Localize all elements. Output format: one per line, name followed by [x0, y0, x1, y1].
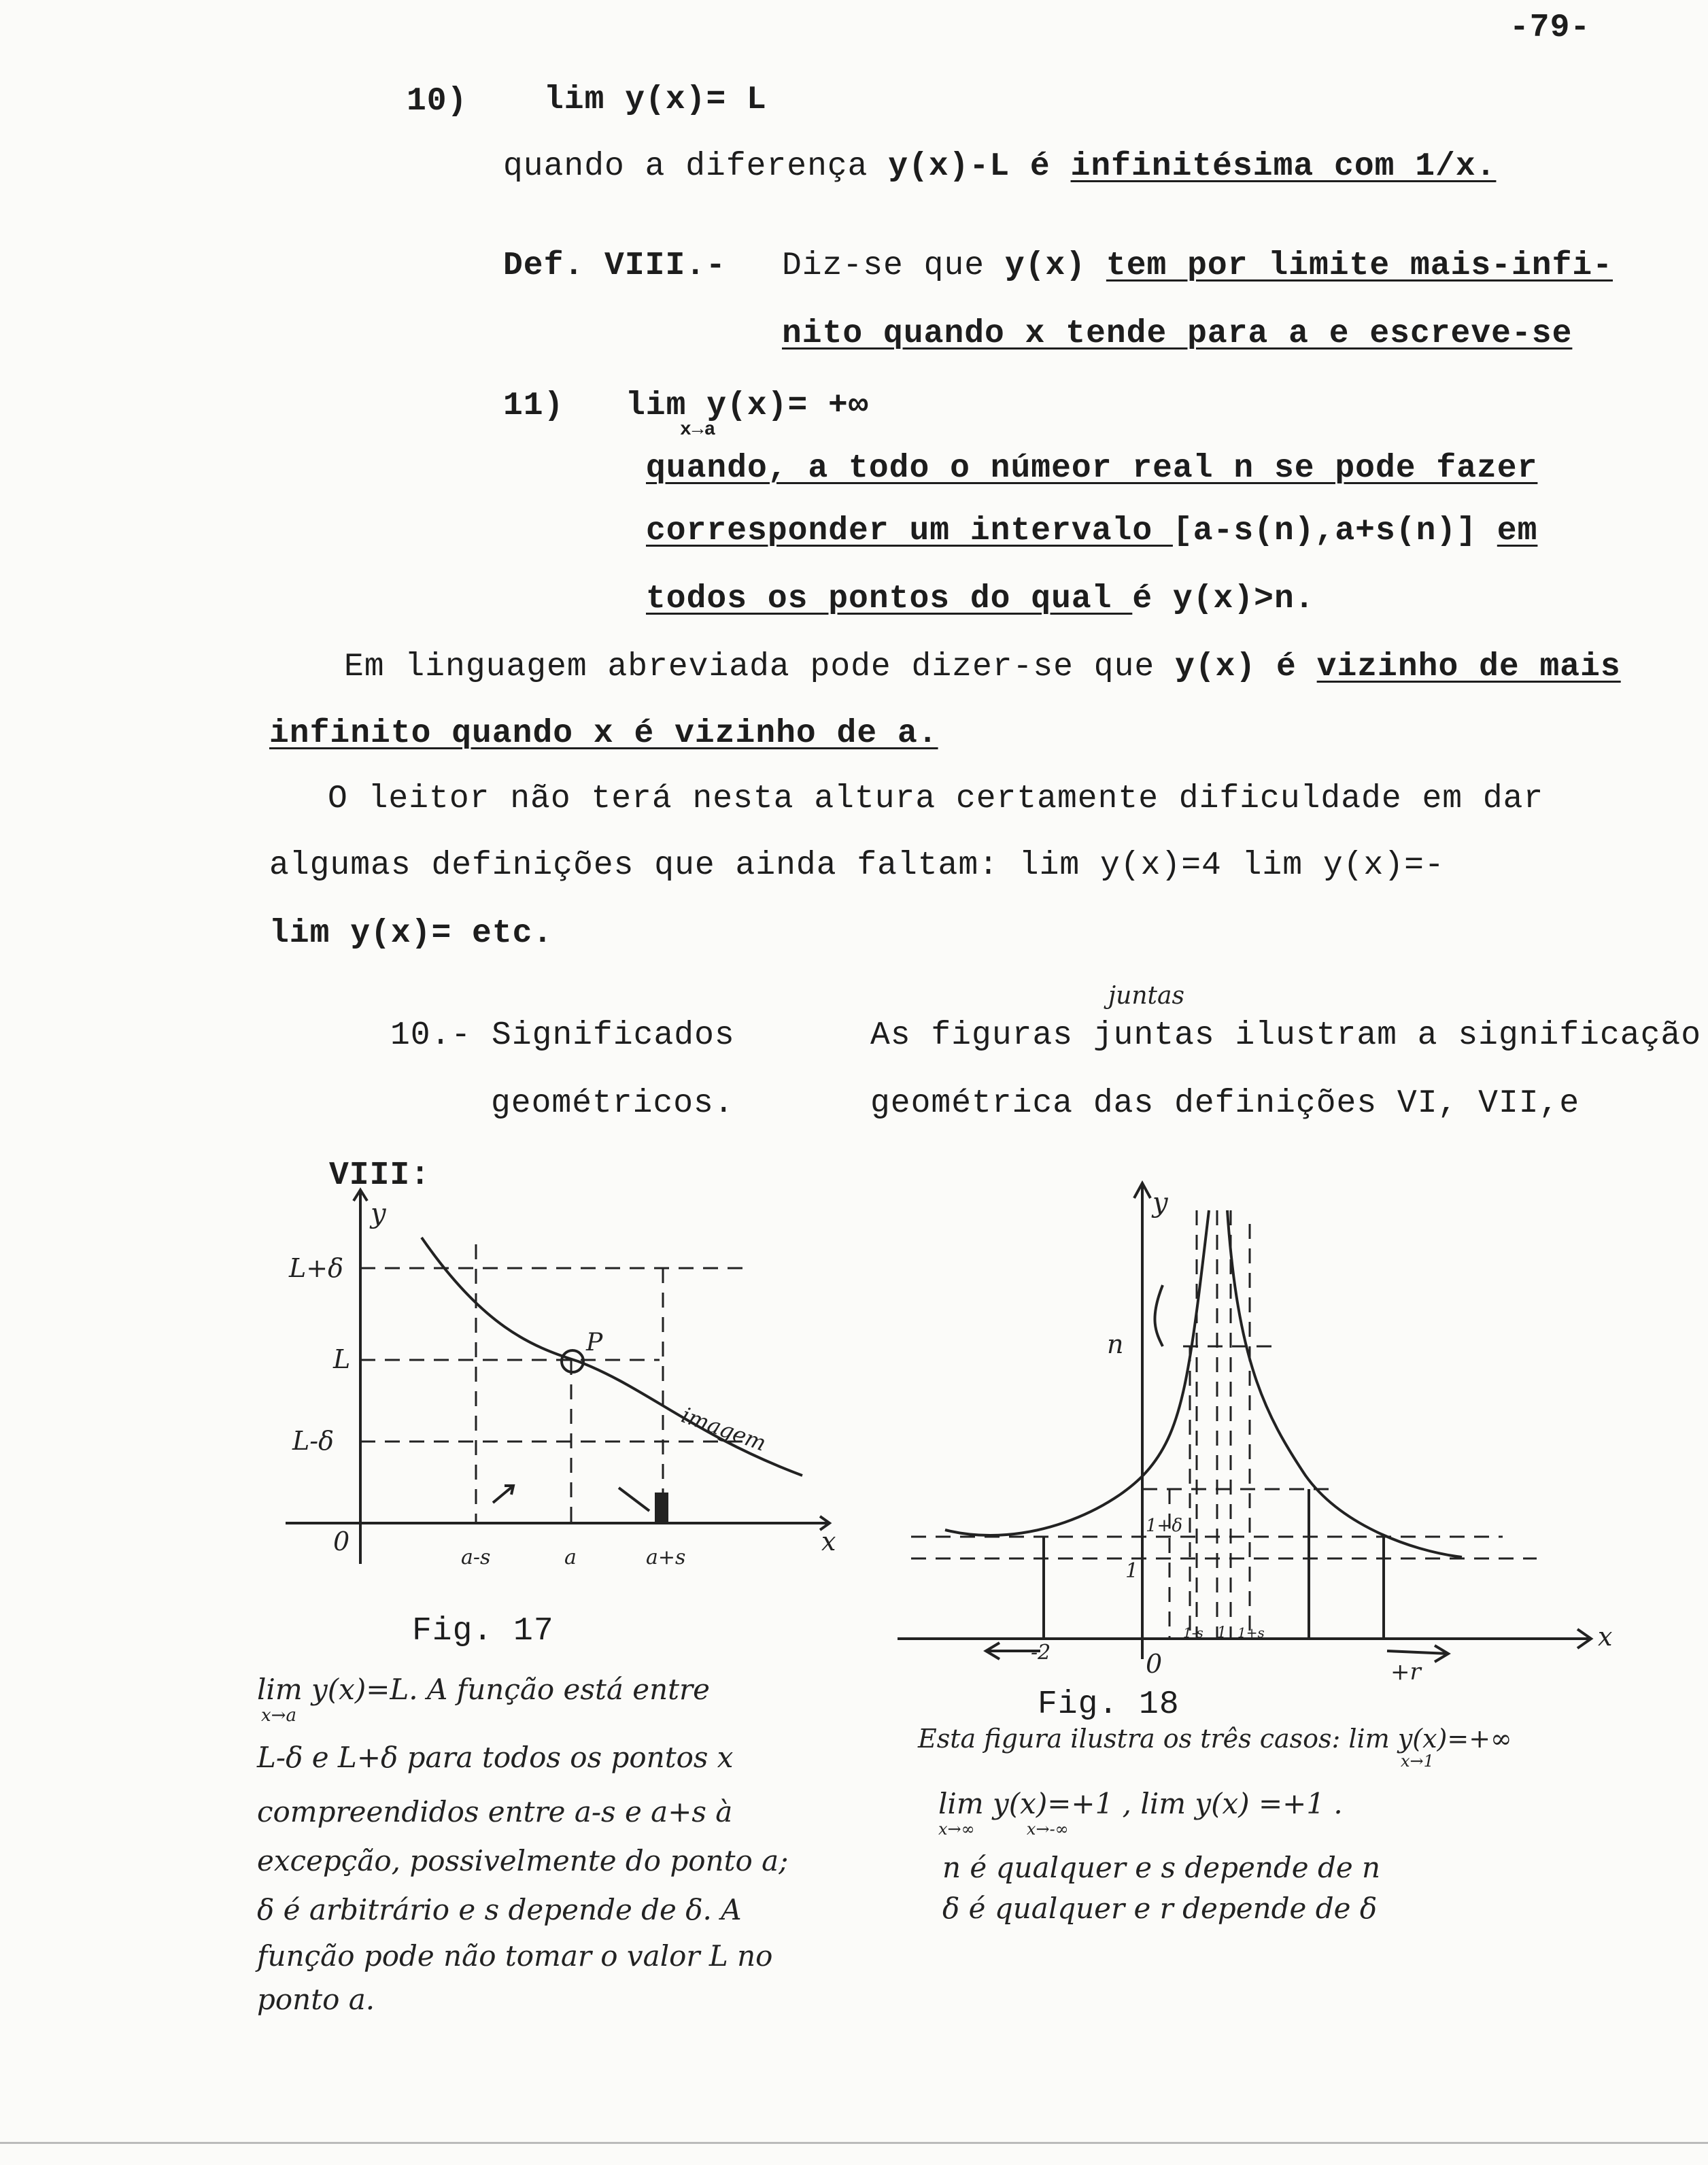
fig18-note-line2: lim y(x)=+1 , lim y(x) =+1 . — [938, 1787, 1343, 1820]
item10-formula: lim y(x)= L — [544, 82, 767, 118]
fig18-tick-1-plus-s: 1+s — [1237, 1624, 1265, 1641]
paragraph1-line2: infinito quando x é vizinho de a. — [269, 715, 938, 752]
fig18-level-n-label: n — [1107, 1329, 1124, 1359]
paragraph1-line1-b: y(x) é — [1175, 649, 1317, 685]
fig18-graph — [891, 1170, 1659, 1693]
paragraph1-line1-c: vizinho de mais — [1316, 649, 1621, 685]
fig18-note-line3: n é qualquer e s depende de n — [942, 1851, 1381, 1884]
fig18-note-line1: Esta figura ilustra os três casos: lim y(x)=+∞ — [918, 1724, 1512, 1754]
item11-line1: quando, a todo o númeor real n se pode fazer — [646, 450, 1538, 487]
item11-line2-c: em — [1497, 513, 1538, 549]
fig17-note-subscript: x→a — [261, 1705, 296, 1726]
def8-label: Def. VIII.- — [503, 248, 726, 284]
fig18-level-1d-label: 1+δ — [1146, 1516, 1182, 1536]
fig17-y-label: y — [371, 1198, 386, 1229]
fig18-curve-left — [945, 1210, 1209, 1535]
item11-line2-b: [a-s(n),a+s(n)] — [1172, 513, 1497, 549]
fig17-arrow-left — [493, 1486, 513, 1503]
fig17-caption: Fig. 17 — [412, 1613, 554, 1650]
fig17-tick-a: a — [564, 1546, 577, 1569]
item11-label: 11) — [503, 388, 564, 424]
fig17-note-line2: L-δ e L+δ para todos os pontos x — [257, 1741, 734, 1774]
fig18-curve-right — [1227, 1210, 1462, 1557]
fig17-note-line6: função pode não tomar o valor L no — [257, 1939, 773, 1973]
paragraph1-line1 — [344, 647, 1621, 687]
def8-line1-b: y(x) — [1004, 248, 1106, 284]
item11-subscript: x→a — [680, 420, 717, 441]
fig18-tick-minus2: -2 — [1031, 1641, 1051, 1665]
section10-title-line1: 10.- Significados — [390, 1017, 735, 1054]
fig17-tick-a-minus-s: a-s — [461, 1546, 491, 1569]
def8-line1 — [782, 246, 1613, 286]
fig17-heading: VIII: — [329, 1157, 431, 1194]
fig17-origin: 0 — [333, 1527, 350, 1556]
fig18-note-subscript2: x→∞ x→-∞ — [938, 1820, 1069, 1839]
section10-title-line2: geométricos. — [491, 1085, 734, 1122]
fig18-tick-1: 1 — [1217, 1624, 1227, 1641]
item10-line2-b: y(x)-L é — [888, 148, 1071, 185]
fig17-arrow-right — [619, 1488, 649, 1511]
fig17-curve-label: imagem — [678, 1401, 770, 1456]
fig18-note-line4: δ é qualquer e r depende de δ — [942, 1892, 1378, 1925]
fig18-tick-plus-r: +r — [1390, 1658, 1421, 1686]
fig18-x-label: x — [1598, 1622, 1613, 1652]
fig17-tick-a-plus-s: a+s — [646, 1546, 686, 1569]
fig17-note-line1: lim y(x)=L. A função está entre — [257, 1673, 710, 1706]
fig17-mark — [655, 1493, 668, 1523]
fig17-note-line5: δ é arbitrário e s depende de δ. A — [257, 1893, 742, 1926]
item11-line3-b: é y(x)>n. — [1132, 581, 1315, 617]
section10-text-line2: geométrica das definições VI, VII,e — [870, 1085, 1580, 1122]
fig17-graph — [258, 1183, 870, 1591]
fig18-y-label: y — [1152, 1187, 1168, 1218]
item10-label: 10) — [407, 83, 468, 120]
def8-line2: nito quando x tende para a e escreve-se — [782, 316, 1573, 352]
def8-line1-a: Diz-se que — [782, 248, 1005, 284]
item10-line2 — [503, 147, 1496, 186]
item11-line3-a: todos os pontos do qual — [646, 581, 1133, 617]
fig18-arrow-n — [1155, 1285, 1163, 1346]
fig18-level-1-label: 1 — [1125, 1559, 1139, 1583]
item11-line2-a: corresponder um intervalo — [646, 513, 1173, 549]
fig18-caption: Fig. 18 — [1038, 1686, 1180, 1723]
item11-formula: lim y(x)= +∞ — [626, 388, 869, 424]
fig18-tick-1-minus-s: 1-s — [1183, 1624, 1203, 1641]
section10-insertion: juntas — [1108, 982, 1184, 1010]
paragraph2-line2: algumas definições que ainda faltam: lim y(x)=4 lim y(x)=- — [269, 847, 1445, 884]
fig17-level-upper-label: L+δ — [289, 1253, 343, 1283]
paragraph2-line3: lim y(x)= etc. — [269, 915, 553, 952]
item11-line2 — [646, 511, 1537, 551]
paragraph1-line1-a: Em linguagem abreviada pode dizer-se que — [344, 649, 1175, 685]
scan-edge — [0, 2142, 1708, 2144]
fig18-origin: 0 — [1146, 1649, 1163, 1679]
def8-line1-c: tem por limite mais-infi- — [1106, 248, 1613, 284]
fig17-note-line3: compreendidos entre a-s e a+s à — [257, 1795, 733, 1828]
fig18-note-subscript1: x→1 — [1401, 1752, 1434, 1771]
item10-line2-c: infinitésima com 1/x. — [1070, 148, 1497, 185]
fig17-x-label: x — [821, 1527, 836, 1556]
paragraph2-line1: O leitor não terá nesta altura certamente dificuldade em dar — [328, 781, 1544, 817]
item10-line2-a: quando a diferença — [503, 148, 889, 185]
fig17-point-label: P — [586, 1329, 603, 1357]
fig17-level-mid-label: L — [333, 1344, 351, 1374]
fig17-note-line4: excepção, possivelmente do ponto a; — [257, 1844, 789, 1877]
section10-text-line1: As figuras juntas ilustram a significação — [870, 1017, 1701, 1054]
page-number: -79- — [1509, 10, 1591, 46]
item11-line3 — [646, 579, 1315, 619]
fig17-level-lower-label: L-δ — [292, 1426, 334, 1456]
fig17-note-line7: ponto a. — [257, 1983, 375, 2016]
